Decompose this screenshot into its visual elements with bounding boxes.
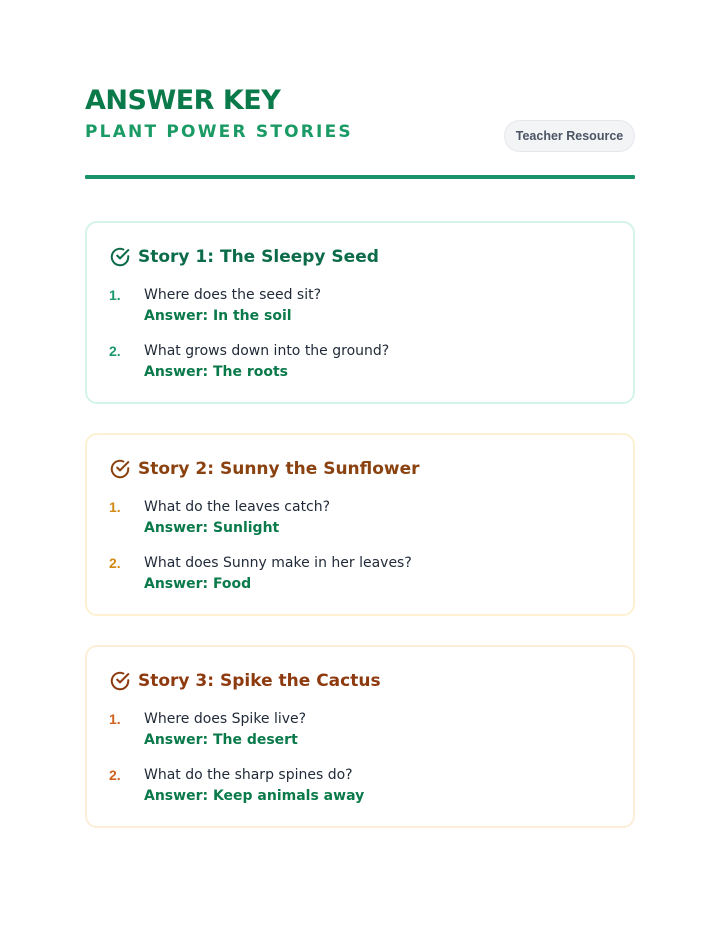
- check-circle-icon: [109, 458, 131, 480]
- answer-text: Answer: Keep animals away: [144, 788, 365, 804]
- question-text: What do the leaves catch?: [144, 499, 331, 515]
- question-number: 2.: [109, 767, 121, 783]
- answer-text: Answer: The desert: [144, 732, 298, 748]
- question-number: 1.: [109, 711, 121, 727]
- story-card-3: [85, 645, 635, 828]
- story-title: Story 2: Sunny the Sunflower: [138, 459, 420, 479]
- answer-text: Answer: Sunlight: [144, 520, 280, 536]
- story-card-header: [109, 245, 379, 269]
- question-number: 2.: [109, 555, 121, 571]
- page-header: [85, 86, 635, 176]
- story-card-header: [109, 669, 381, 693]
- story-title: Story 3: Spike the Cactus: [138, 671, 381, 691]
- header-divider: [85, 175, 635, 179]
- story-card-header: [109, 457, 420, 481]
- page-subtitle: PLANT POWER STORIES: [85, 122, 353, 142]
- check-circle-icon: [109, 670, 131, 692]
- question-text: Where does the seed sit?: [144, 287, 322, 303]
- story-card-2: [85, 433, 635, 616]
- answer-text: Answer: The roots: [144, 364, 288, 380]
- question-number: 2.: [109, 343, 121, 359]
- story-card-1: [85, 221, 635, 404]
- answer-text: Answer: In the soil: [144, 308, 292, 324]
- question-text: Where does Spike live?: [144, 711, 307, 727]
- teacher-resource-badge: Teacher Resource: [504, 120, 635, 152]
- question-number: 1.: [109, 287, 121, 303]
- question-text: What grows down into the ground?: [144, 343, 390, 359]
- answer-text: Answer: Food: [144, 576, 252, 592]
- page-title: ANSWER KEY: [85, 85, 281, 116]
- question-text: What does Sunny make in her leaves?: [144, 555, 412, 571]
- question-text: What do the sharp spines do?: [144, 767, 353, 783]
- check-circle-icon: [109, 246, 131, 268]
- story-title: Story 1: The Sleepy Seed: [138, 247, 379, 267]
- question-number: 1.: [109, 499, 121, 515]
